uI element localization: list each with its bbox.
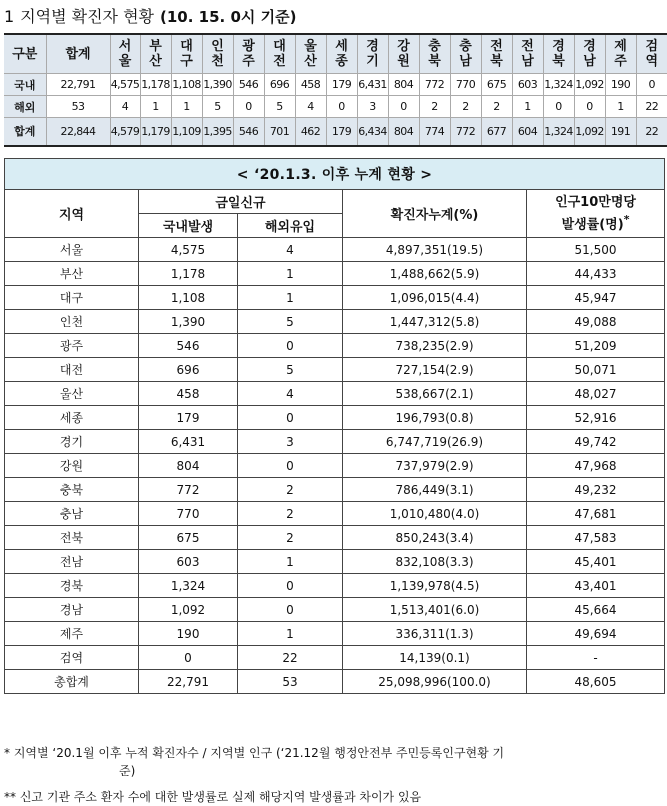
cumulative-overseas-cell: 4 <box>238 382 343 406</box>
summary-cell: 1,108 <box>171 74 202 96</box>
cumulative-domestic-cell: 675 <box>139 526 238 550</box>
summary-cell: 804 <box>388 118 419 146</box>
cumulative-region-cell: 세종 <box>5 406 139 430</box>
summary-cell: 677 <box>481 118 512 146</box>
cumulative-cumulative-cell: 737,979(2.9) <box>343 454 527 478</box>
cumulative-overseas-cell: 4 <box>238 238 343 262</box>
summary-cell: 0 <box>233 96 264 118</box>
summary-region-syllable: 전 <box>513 39 543 54</box>
summary-region-header <box>481 34 512 74</box>
cumulative-cumulative-cell: 832,108(3.3) <box>343 550 527 574</box>
cumulative-table <box>4 158 665 694</box>
summary-region-syllable: 대 <box>265 39 295 54</box>
cumulative-row <box>5 334 665 358</box>
cumulative-rate-cell: 45,947 <box>527 286 665 310</box>
cumulative-overseas-cell: 22 <box>238 646 343 670</box>
cumulative-domestic-cell: 546 <box>139 334 238 358</box>
cumulative-domestic-cell: 770 <box>139 502 238 526</box>
cumulative-rate-cell: 47,681 <box>527 502 665 526</box>
summary-region-header <box>574 34 605 74</box>
summary-region-syllable: 부 <box>141 39 171 54</box>
summary-region-syllable: 울 <box>111 54 140 69</box>
summary-cell: 0 <box>636 74 667 96</box>
summary-cell: 603 <box>512 74 543 96</box>
summary-region-syllable: 검 <box>637 39 667 54</box>
summary-region-header <box>140 34 171 74</box>
summary-cell: 5 <box>202 96 233 118</box>
cumulative-row <box>5 358 665 382</box>
summary-region-syllable: 경 <box>575 39 605 54</box>
cumulative-cumulative-cell: 1,488,662(5.9) <box>343 262 527 286</box>
summary-region-syllable: 광 <box>234 39 264 54</box>
header-region: 지역 <box>5 190 139 238</box>
cumulative-domestic-cell: 1,390 <box>139 310 238 334</box>
cumulative-rate-cell: 51,500 <box>527 238 665 262</box>
summary-region-syllable: 주 <box>606 54 636 69</box>
cumulative-domestic-cell: 190 <box>139 622 238 646</box>
cumulative-caption: < ‘20.1.3. 이후 누계 현황 > <box>5 159 665 190</box>
cumulative-domestic-cell: 6,431 <box>139 430 238 454</box>
cumulative-overseas-cell: 1 <box>238 286 343 310</box>
cumulative-cumulative-cell: 850,243(3.4) <box>343 526 527 550</box>
summary-region-header <box>357 34 388 74</box>
summary-cell: 462 <box>295 118 326 146</box>
summary-region-header <box>233 34 264 74</box>
cumulative-rate-cell: - <box>527 646 665 670</box>
cumulative-rate-cell: 49,088 <box>527 310 665 334</box>
cumulative-row <box>5 310 665 334</box>
summary-cell: 0 <box>388 96 419 118</box>
cumulative-domestic-cell: 1,178 <box>139 262 238 286</box>
cumulative-row <box>5 478 665 502</box>
summary-cell: 1,390 <box>202 74 233 96</box>
cumulative-rate-cell: 49,232 <box>527 478 665 502</box>
summary-cell: 4,579 <box>110 118 140 146</box>
summary-region-syllable: 구 <box>172 54 202 69</box>
cumulative-row <box>5 598 665 622</box>
summary-row-total: 22,791 <box>46 74 110 96</box>
summary-region-header <box>110 34 140 74</box>
cumulative-rate-cell: 45,401 <box>527 550 665 574</box>
summary-cell: 458 <box>295 74 326 96</box>
header-overseas: 해외유입 <box>238 214 343 238</box>
summary-region-syllable: 대 <box>172 39 202 54</box>
cumulative-region-cell: 대구 <box>5 286 139 310</box>
footnote-1 <box>4 744 664 780</box>
summary-cell: 191 <box>605 118 636 146</box>
summary-region-header <box>543 34 574 74</box>
cumulative-row <box>5 502 665 526</box>
cumulative-cumulative-cell: 727,154(2.9) <box>343 358 527 382</box>
summary-cell: 3 <box>357 96 388 118</box>
summary-region-header <box>326 34 357 74</box>
cumulative-rate-cell: 48,605 <box>527 670 665 694</box>
cumulative-rate-cell: 49,742 <box>527 430 665 454</box>
summary-header-row <box>4 34 667 74</box>
summary-cell: 190 <box>605 74 636 96</box>
cumulative-overseas-cell: 3 <box>238 430 343 454</box>
header-cumulative: 확진자누계(%) <box>343 190 527 238</box>
summary-cell: 696 <box>264 74 295 96</box>
summary-cell: 179 <box>326 74 357 96</box>
summary-cell: 22 <box>636 118 667 146</box>
summary-cell: 1,109 <box>171 118 202 146</box>
cumulative-domestic-cell: 179 <box>139 406 238 430</box>
cumulative-overseas-cell: 0 <box>238 334 343 358</box>
summary-region-syllable: 충 <box>451 39 481 54</box>
cumulative-region-cell: 충남 <box>5 502 139 526</box>
summary-cell: 675 <box>481 74 512 96</box>
cumulative-domestic-cell: 696 <box>139 358 238 382</box>
cumulative-cumulative-cell: 1,139,978(4.5) <box>343 574 527 598</box>
cumulative-domestic-cell: 1,324 <box>139 574 238 598</box>
summary-region-syllable: 종 <box>327 54 357 69</box>
header-rate-footnote-mark: * <box>624 213 630 226</box>
summary-region-header <box>388 34 419 74</box>
summary-region-syllable: 남 <box>513 54 543 69</box>
summary-row-label: 국내 <box>4 74 46 96</box>
cumulative-domestic-cell: 0 <box>139 646 238 670</box>
summary-cell: 1,395 <box>202 118 233 146</box>
summary-region-syllable: 전 <box>265 54 295 69</box>
cumulative-overseas-cell: 0 <box>238 598 343 622</box>
summary-region-header <box>450 34 481 74</box>
summary-table <box>4 33 667 147</box>
title-number: 1 <box>4 7 14 26</box>
summary-region-syllable: 남 <box>575 54 605 69</box>
summary-region-header <box>605 34 636 74</box>
summary-cell: 1,178 <box>140 74 171 96</box>
cumulative-overseas-cell: 1 <box>238 550 343 574</box>
summary-cell: 1,092 <box>574 74 605 96</box>
cumulative-domestic-cell: 1,108 <box>139 286 238 310</box>
summary-cell: 2 <box>419 96 450 118</box>
cumulative-cumulative-cell: 6,747,719(26.9) <box>343 430 527 454</box>
cumulative-row <box>5 286 665 310</box>
cumulative-region-cell: 총합계 <box>5 670 139 694</box>
summary-region-syllable: 북 <box>544 54 574 69</box>
summary-region-syllable: 주 <box>234 54 264 69</box>
summary-cell: 22 <box>636 96 667 118</box>
summary-cell: 0 <box>326 96 357 118</box>
cumulative-rate-cell: 47,968 <box>527 454 665 478</box>
cumulative-row <box>5 238 665 262</box>
cumulative-domestic-cell: 458 <box>139 382 238 406</box>
summary-cell: 772 <box>419 74 450 96</box>
summary-cell: 4 <box>295 96 326 118</box>
summary-region-syllable: 제 <box>606 39 636 54</box>
header-incidence-rate <box>527 190 665 238</box>
summary-cell: 1,092 <box>574 118 605 146</box>
cumulative-overseas-cell: 5 <box>238 310 343 334</box>
cumulative-region-cell: 경기 <box>5 430 139 454</box>
cumulative-overseas-cell: 0 <box>238 574 343 598</box>
cumulative-overseas-cell: 0 <box>238 454 343 478</box>
cumulative-rate-cell: 49,694 <box>527 622 665 646</box>
header-domestic: 국내발생 <box>139 214 238 238</box>
cumulative-region-cell: 울산 <box>5 382 139 406</box>
summary-cell: 1,324 <box>543 74 574 96</box>
cumulative-region-cell: 서울 <box>5 238 139 262</box>
summary-row-total: 53 <box>46 96 110 118</box>
summary-region-syllable: 충 <box>420 39 450 54</box>
summary-row <box>4 118 667 146</box>
summary-region-syllable: 산 <box>141 54 171 69</box>
cumulative-cumulative-cell: 738,235(2.9) <box>343 334 527 358</box>
page-title <box>4 4 296 28</box>
cumulative-region-cell: 충북 <box>5 478 139 502</box>
cumulative-overseas-cell: 5 <box>238 358 343 382</box>
cumulative-domestic-cell: 804 <box>139 454 238 478</box>
cumulative-cumulative-cell: 25,098,996(100.0) <box>343 670 527 694</box>
summary-cell: 772 <box>450 118 481 146</box>
cumulative-cumulative-cell: 4,897,351(19.5) <box>343 238 527 262</box>
cumulative-rate-cell: 43,401 <box>527 574 665 598</box>
cumulative-row <box>5 550 665 574</box>
summary-region-syllable: 기 <box>358 54 388 69</box>
summary-region-syllable: 북 <box>482 54 512 69</box>
summary-region-header <box>419 34 450 74</box>
cumulative-cumulative-cell: 14,139(0.1) <box>343 646 527 670</box>
summary-cell: 1,179 <box>140 118 171 146</box>
summary-total-header: 합계 <box>46 34 110 74</box>
cumulative-region-cell: 인천 <box>5 310 139 334</box>
cumulative-domestic-cell: 4,575 <box>139 238 238 262</box>
cumulative-overseas-cell: 1 <box>238 262 343 286</box>
cumulative-row <box>5 526 665 550</box>
summary-region-header <box>512 34 543 74</box>
summary-region-header <box>295 34 326 74</box>
summary-cell: 1,324 <box>543 118 574 146</box>
cumulative-region-cell: 부산 <box>5 262 139 286</box>
summary-cell: 0 <box>574 96 605 118</box>
summary-region-syllable: 전 <box>482 39 512 54</box>
cumulative-domestic-cell: 603 <box>139 550 238 574</box>
title-text: 지역별 확진자 현황 <box>20 4 154 27</box>
cumulative-region-cell: 전남 <box>5 550 139 574</box>
cumulative-row <box>5 574 665 598</box>
cumulative-region-cell: 광주 <box>5 334 139 358</box>
cumulative-cumulative-cell: 1,010,480(4.0) <box>343 502 527 526</box>
cumulative-row <box>5 670 665 694</box>
cumulative-domestic-cell: 1,092 <box>139 598 238 622</box>
cumulative-rate-cell: 50,071 <box>527 358 665 382</box>
cumulative-row <box>5 646 665 670</box>
cumulative-overseas-cell: 1 <box>238 622 343 646</box>
summary-cell: 6,434 <box>357 118 388 146</box>
cumulative-rate-cell: 47,583 <box>527 526 665 550</box>
cumulative-cumulative-cell: 1,513,401(6.0) <box>343 598 527 622</box>
summary-region-syllable: 경 <box>544 39 574 54</box>
summary-row-label: 합계 <box>4 118 46 146</box>
footnote-2: ** 신고 기관 주소 환자 수에 대한 발생률로 실제 해당지역 발생률과 차이가 있음 <box>4 788 421 806</box>
summary-cell: 5 <box>264 96 295 118</box>
cumulative-overseas-cell: 2 <box>238 478 343 502</box>
cumulative-cumulative-cell: 538,667(2.1) <box>343 382 527 406</box>
summary-region-header <box>171 34 202 74</box>
summary-cell: 770 <box>450 74 481 96</box>
cumulative-row <box>5 382 665 406</box>
summary-region-syllable: 울 <box>296 39 326 54</box>
summary-region-syllable: 서 <box>111 39 140 54</box>
cumulative-region-cell: 대전 <box>5 358 139 382</box>
summary-cell: 1 <box>140 96 171 118</box>
summary-region-syllable: 세 <box>327 39 357 54</box>
cumulative-rate-cell: 44,433 <box>527 262 665 286</box>
cumulative-row <box>5 622 665 646</box>
summary-row-total: 22,844 <box>46 118 110 146</box>
cumulative-domestic-cell: 772 <box>139 478 238 502</box>
summary-region-syllable: 역 <box>637 54 667 69</box>
summary-cell: 604 <box>512 118 543 146</box>
cumulative-region-cell: 제주 <box>5 622 139 646</box>
cumulative-region-cell: 경북 <box>5 574 139 598</box>
cumulative-overseas-cell: 2 <box>238 526 343 550</box>
cumulative-overseas-cell: 2 <box>238 502 343 526</box>
summary-cell: 774 <box>419 118 450 146</box>
cumulative-rate-cell: 48,027 <box>527 382 665 406</box>
cumulative-row <box>5 454 665 478</box>
cumulative-region-cell: 검역 <box>5 646 139 670</box>
cumulative-cumulative-cell: 196,793(0.8) <box>343 406 527 430</box>
summary-cell: 4 <box>110 96 140 118</box>
cumulative-rate-cell: 45,664 <box>527 598 665 622</box>
summary-cell: 804 <box>388 74 419 96</box>
summary-region-syllable: 남 <box>451 54 481 69</box>
cumulative-row <box>5 430 665 454</box>
cumulative-rate-cell: 51,209 <box>527 334 665 358</box>
summary-region-syllable: 경 <box>358 39 388 54</box>
cumulative-overseas-cell: 53 <box>238 670 343 694</box>
summary-cell: 1 <box>605 96 636 118</box>
summary-cell: 701 <box>264 118 295 146</box>
summary-cell: 6,431 <box>357 74 388 96</box>
cumulative-cumulative-cell: 336,311(1.3) <box>343 622 527 646</box>
cumulative-cumulative-cell: 786,449(3.1) <box>343 478 527 502</box>
cumulative-row <box>5 262 665 286</box>
summary-cell: 4,575 <box>110 74 140 96</box>
summary-cell: 1 <box>512 96 543 118</box>
summary-cell: 546 <box>233 74 264 96</box>
summary-region-syllable: 인 <box>203 39 233 54</box>
summary-region-header <box>202 34 233 74</box>
footnote-1-continuation: 준) <box>4 762 664 780</box>
summary-region-syllable: 강 <box>389 39 419 54</box>
summary-region-header <box>636 34 667 74</box>
summary-cell: 2 <box>481 96 512 118</box>
summary-region-syllable: 천 <box>203 54 233 69</box>
summary-cell: 1 <box>171 96 202 118</box>
summary-region-syllable: 산 <box>296 54 326 69</box>
cumulative-overseas-cell: 0 <box>238 406 343 430</box>
summary-region-header <box>264 34 295 74</box>
header-rate-line2: 발생률(명) <box>562 217 624 232</box>
cumulative-rate-cell: 52,916 <box>527 406 665 430</box>
summary-cell: 546 <box>233 118 264 146</box>
cumulative-region-cell: 전북 <box>5 526 139 550</box>
header-rate-line1: 인구10만명당 <box>555 195 636 210</box>
summary-row <box>4 96 667 118</box>
summary-row <box>4 74 667 96</box>
summary-region-syllable: 원 <box>389 54 419 69</box>
summary-cell: 0 <box>543 96 574 118</box>
cumulative-region-cell: 경남 <box>5 598 139 622</box>
cumulative-row <box>5 406 665 430</box>
summary-cell: 179 <box>326 118 357 146</box>
summary-corner-header: 구분 <box>4 34 46 74</box>
cumulative-cumulative-cell: 1,096,015(4.4) <box>343 286 527 310</box>
footnote-1-main: * 지역별 ‘20.1월 이후 누적 확진자수 / 지역별 인구 (‘21.12월 행정안전부 주민등록인구현황 기 <box>4 746 504 760</box>
cumulative-cumulative-cell: 1,447,312(5.8) <box>343 310 527 334</box>
cumulative-region-cell: 강원 <box>5 454 139 478</box>
summary-region-syllable: 북 <box>420 54 450 69</box>
title-date: (10. 15. 0시 기준) <box>160 6 296 27</box>
summary-row-label: 해외 <box>4 96 46 118</box>
summary-cell: 2 <box>450 96 481 118</box>
header-today-new: 금일신규 <box>139 190 343 214</box>
cumulative-domestic-cell: 22,791 <box>139 670 238 694</box>
